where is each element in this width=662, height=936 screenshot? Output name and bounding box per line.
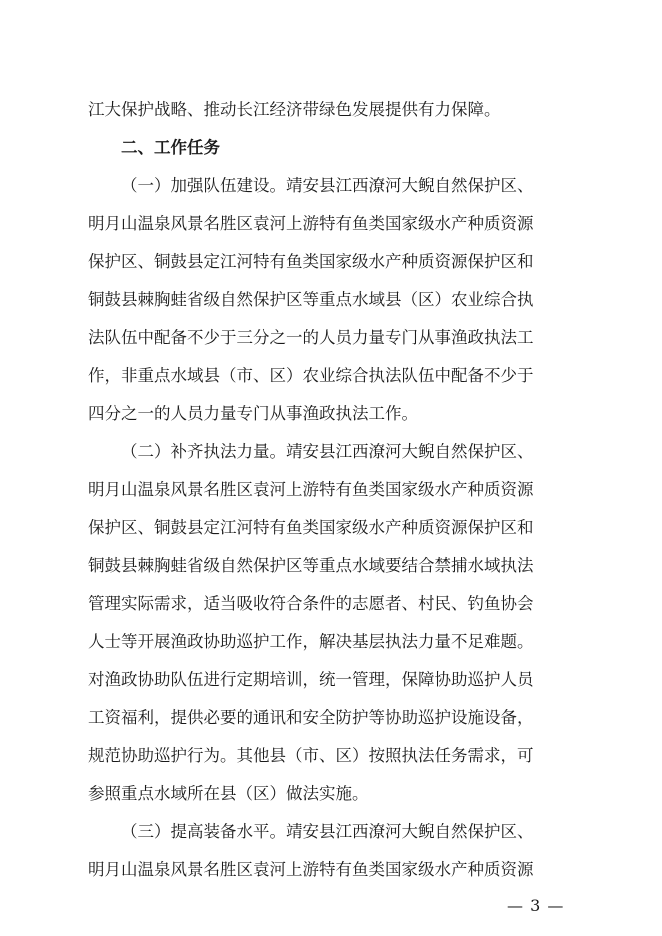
paragraph-line: （二）补齐执法力量。靖安县江西潦河大鲵自然保护区、 (121, 442, 534, 461)
paragraph-line: 工资福利，提供必要的通讯和安全防护等协助巡护设施设备， (88, 708, 534, 727)
paragraph-line: 参照重点水域所在县（区）做法实施。 (88, 784, 369, 803)
paragraph-line: 作，非重点水域县（市、区）农业综合执法队伍中配备不少于 (88, 366, 534, 385)
paragraph-line: 对渔政协助队伍进行定期培训，统一管理，保障协助巡护人员 (88, 670, 534, 689)
paragraph-line: 铜鼓县棘胸蛙省级自然保护区等重点水域要结合禁捕水域执法 (88, 556, 534, 575)
paragraph-line: （三）提高装备水平。靖安县江西潦河大鲵自然保护区、 (121, 822, 534, 841)
paragraph-line: 明月山温泉风景名胜区袁河上游特有鱼类国家级水产种质资源 (88, 860, 534, 879)
paragraph-line: 保护区、铜鼓县定江河特有鱼类国家级水产种质资源保护区和 (88, 518, 534, 537)
paragraph-line: 铜鼓县棘胸蛙省级自然保护区等重点水域县（区）农业综合执 (88, 290, 534, 309)
paragraph-line: 管理实际需求，适当吸收符合条件的志愿者、村民、钓鱼协会 (88, 594, 534, 613)
paragraph-line: 明月山温泉风景名胜区袁河上游特有鱼类国家级水产种质资源 (88, 214, 534, 233)
paragraph-line: 规范协助巡护行为。其他县（市、区）按照执法任务需求，可 (88, 746, 534, 765)
paragraph-line: 人士等开展渔政协助巡护工作，解决基层执法力量不足难题。 (88, 632, 534, 651)
paragraph-line: 四分之一的人员力量专门从事渔政执法工作。 (88, 404, 418, 423)
paragraph-line: 明月山温泉风景名胜区袁河上游特有鱼类国家级水产种质资源 (88, 480, 534, 499)
section-heading: 二、工作任务 (121, 138, 220, 157)
paragraph-line: 法队伍中配备不少于三分之一的人员力量专门从事渔政执法工 (88, 328, 534, 347)
paragraph-line: 江大保护战略、推动长江经济带绿色发展提供有力保障。 (88, 100, 501, 119)
page-number: — 3 — (507, 896, 565, 915)
paragraph-line: （一）加强队伍建设。靖安县江西潦河大鲵自然保护区、 (121, 176, 534, 195)
paragraph-line: 保护区、铜鼓县定江河特有鱼类国家级水产种质资源保护区和 (88, 252, 534, 271)
